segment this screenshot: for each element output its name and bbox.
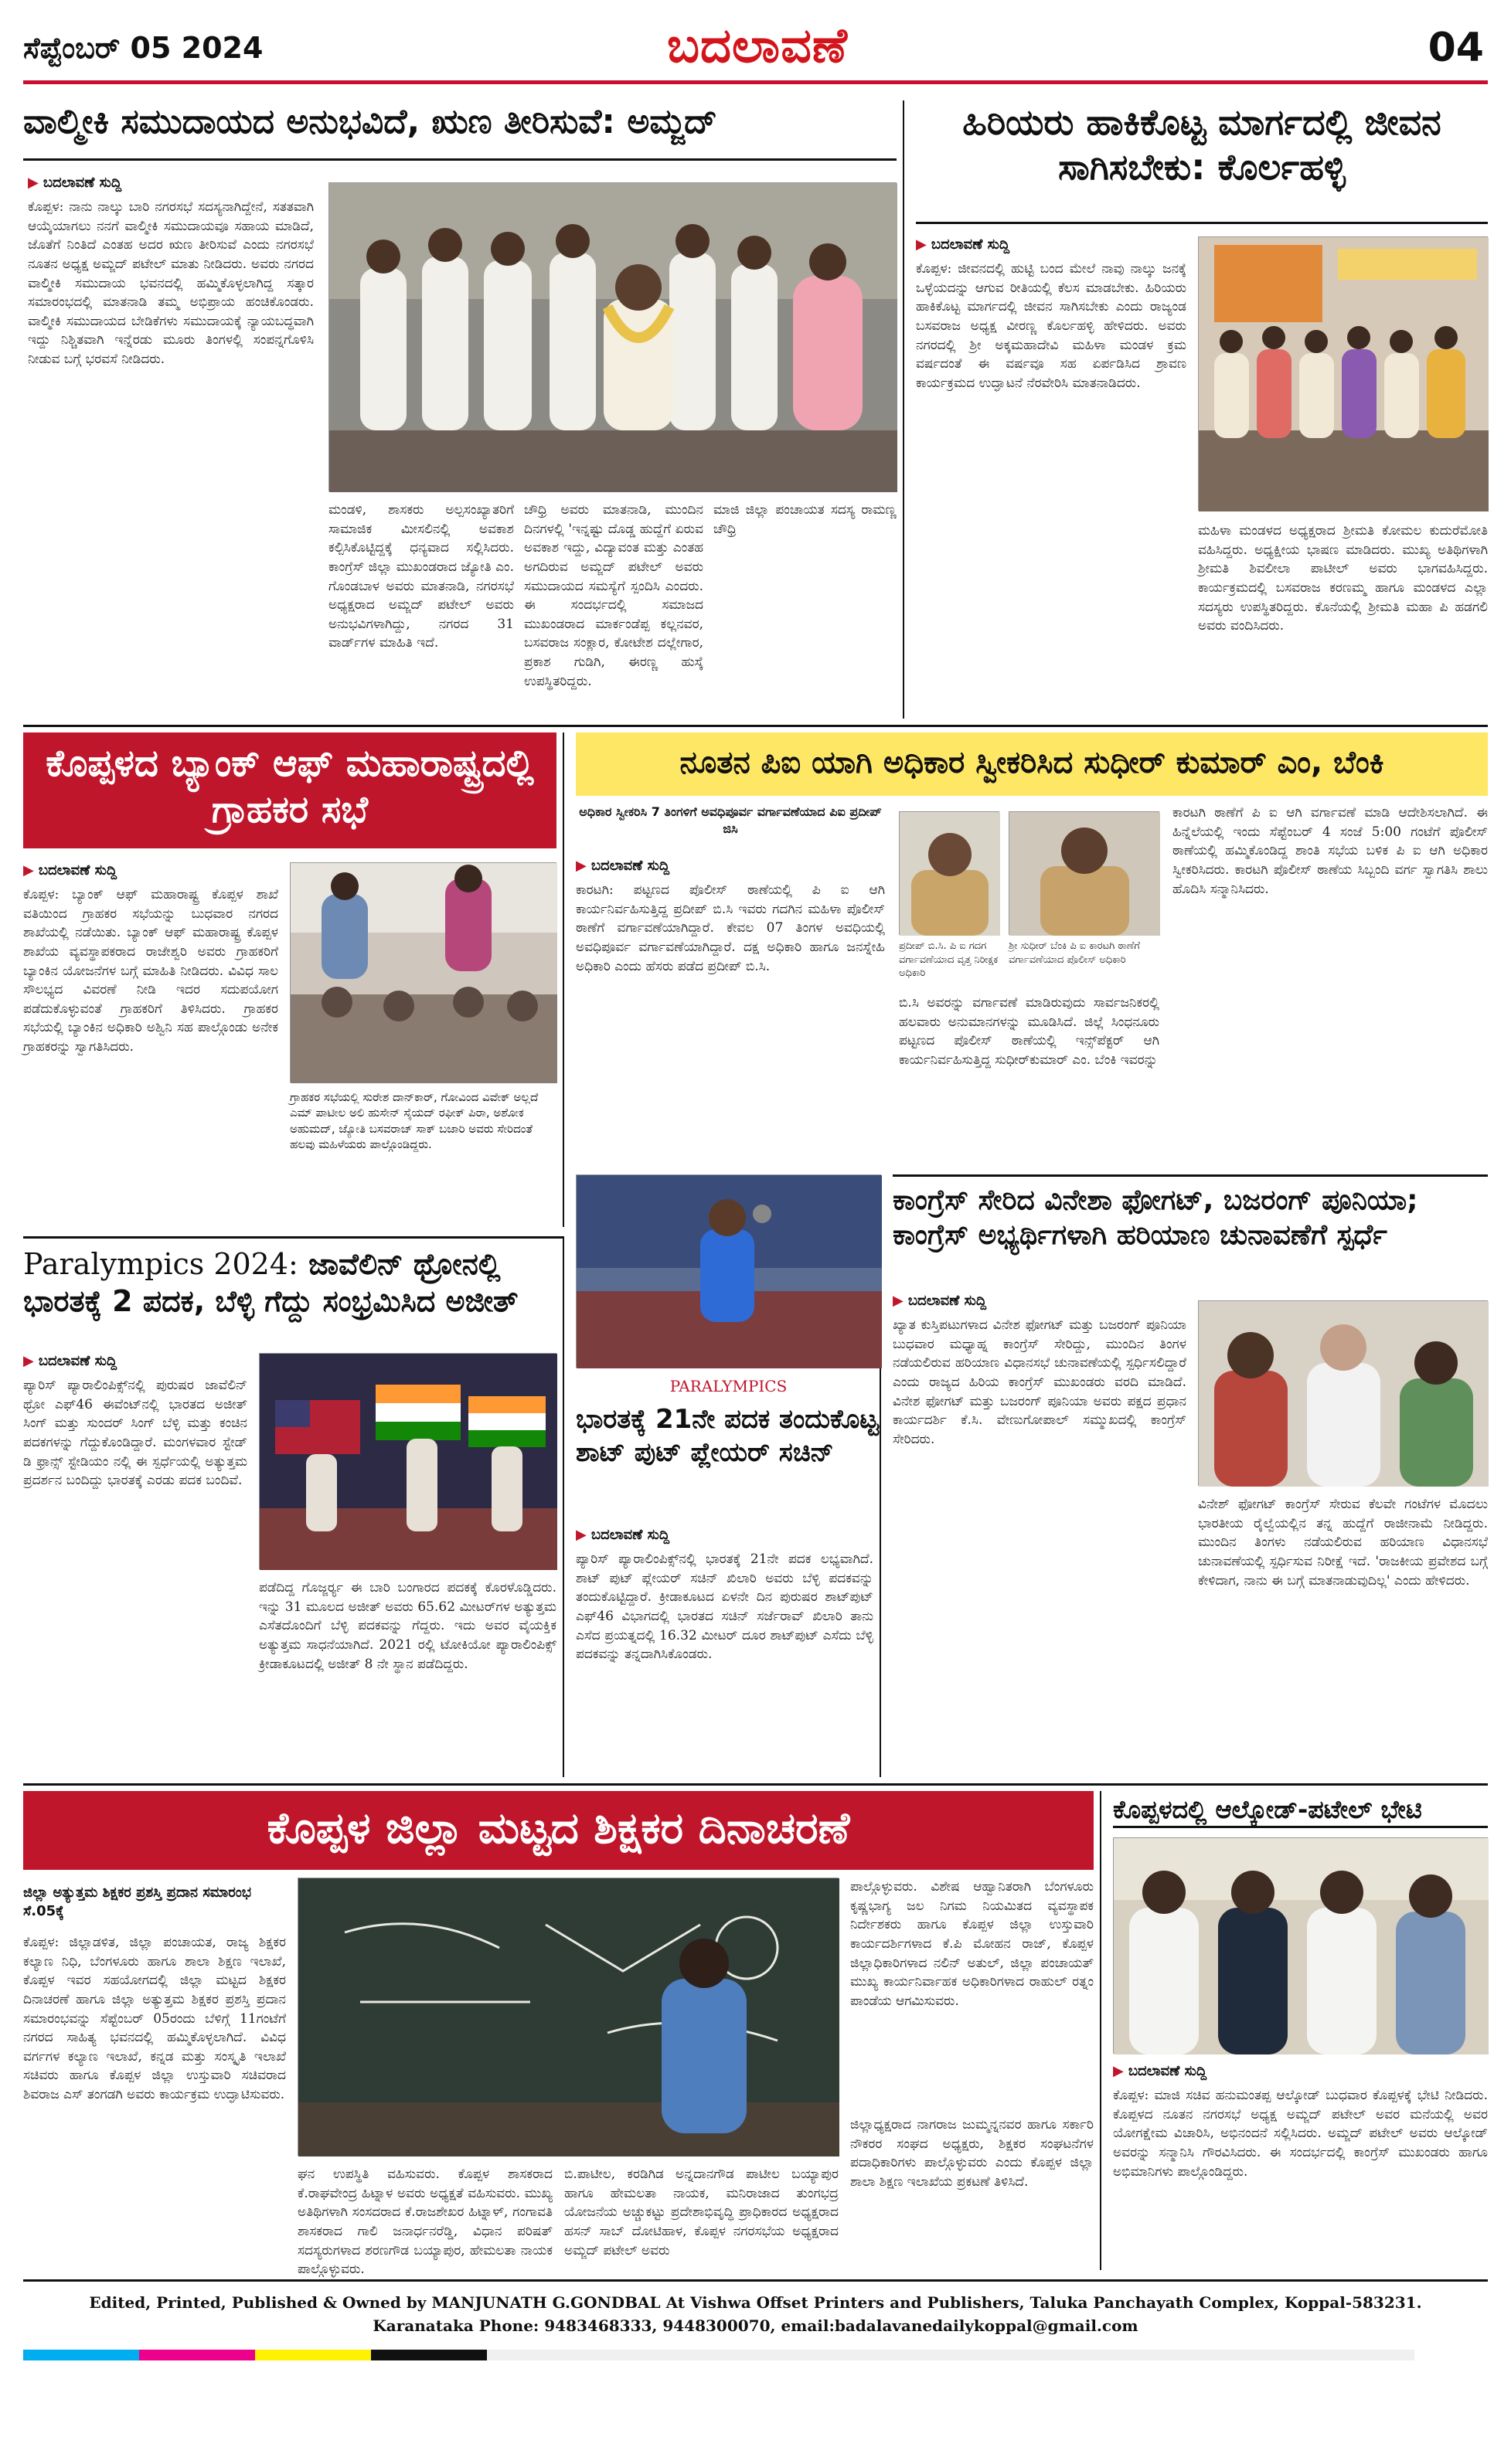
alkod-headline: ಕೊಪ್ಪಳದಲ್ಲಿ ಆಲ್ಕೋಡ್-ಪಟೇಲ್ ಭೇಟಿ — [1113, 1794, 1488, 1828]
felicitation-photo-illustration — [329, 183, 897, 492]
pi-photo-sudhir — [1009, 811, 1159, 935]
officer-portrait-illustration — [1009, 812, 1160, 936]
teachers-photo — [298, 1878, 839, 2156]
teachers-col1: ಕೊಪ್ಪಳ: ಜಿಲ್ಲಾಡಳಿತ, ಜಿಲ್ಲಾ ಪಂಚಾಯತ, ರಾಜ್ಯ ಶಿಕ್ಷಕರ ಕಲ್ಯಾಣ ನಿಧಿ, ಬೆಂಗಳೂರು ಹಾಗೂ ಶಾಲಾ ಶಿಕ್ಷಣ ಇಲಾಖೆ, ಕೊಪ್ಪಳ ಇವರ ಸಹಯೋಗದಲ್ಲಿ ಜಿಲ್ಲಾ ಮಟ್ಟದ ಶಿಕ್ಷಕರ ದಿನಾಚರಣೆ ಹಾಗೂ ಜಿಲ್ಲಾ ಅತ್ಯುತ್ತಮ ಶಿಕ್ಷಕರ ಪ್ರಶಸ್ತಿ ಪ್ರದಾನ ಸಮಾರಂಭವನ್ನು ಸೆಪ್ಟೆಂಬರ್ 05ರಂದು ಬೆಳಿಗ್ಗೆ 11ಗಂಟೆಗೆ ನಗರದ ಸಾಹಿತ್ಯ ಭವನದಲ್ಲಿ ಹಮ್ಮಿಕೊಳ್ಳಲಾಗಿದೆ. ವಿವಿಧ ವರ್ಗಗಳ ಕಲ್ಯಾಣ ಇಲಾಖೆ, ಕನ್ನಡ ಮತ್ತು ಸಂಸ್ಕೃತಿ ಇಲಾಖೆ ಸಚಿವರು ಹಾಗೂ ಕೊಪ್ಪಳ ಜಿಲ್ಲಾ ಉಸ್ತುವಾರಿ ಸಚಿವರಾದ ಶಿವರಾಜ ಎಸ್ ತಂಗಡಗಿ ಅವರು ಕಾರ್ಯಕ್ರಮ ಉದ್ಘಾಟಿಸುವರು. — [23, 1935, 286, 2103]
congress-photo — [1198, 1300, 1488, 1486]
valmiki-col4: ಮಾಜಿ ಜಿಲ್ಲಾ ಪಂಚಾಯತ ಸದಸ್ಯ ರಾಮಣ್ಣ ಚೌಧ್ರಿ — [713, 502, 897, 537]
story-sachin — [576, 1174, 881, 1777]
teacher-at-blackboard-photo-illustration — [298, 1878, 839, 2156]
bank-meeting-photo-illustration — [291, 863, 557, 1083]
story-teachers — [23, 1791, 1101, 2278]
sachin-tag: PARALYMPICS — [669, 1377, 788, 1395]
alkod-body: ಕೊಪ್ಪಳ: ಮಾಜಿ ಸಚಿವ ಹನುಮಂತಪ್ಪ ಆಲ್ಕೋಡ್ ಬುಧವಾರ ಕೊಪ್ಪಳಕ್ಕೆ ಭೇಟಿ ನೀಡಿದರು. ಕೊಪ್ಪಳದ ನೂತನ ನಗರಸಭೆ ಅಧ್ಯಕ್ಷ ಅಮ್ಜದ್ ಪಟೇಲ್ ಅವರ ಮನೆಯಲ್ಲಿ ಅವರ ಯೋಗಕ್ಷೇಮ ವಿಚಾರಿಸಿ, ಅಭಿನಂದನೆ ಸಲ್ಲಿಸಿದರು. ಅಮ್ಜದ್ ಪಟೇಲ್ ಅವರು ಆಲ್ಕೋಡ್ ಅವರನ್ನು ಸನ್ಮಾನಿಸಿ ಗೌರವಿಸಿದರು. ಈ ಸಂದರ್ಭದಲ್ಲಿ ಕಾಂಗ್ರೆಸ್ ಮುಖಂಡರು ಹಾಗೂ ಅಭಿಮಾನಿಗಳು ಪಾಲ್ಗೊಂಡಿದ್ದರು. — [1113, 2088, 1488, 2180]
story-pi — [576, 804, 1488, 1167]
bank-headline-box — [23, 732, 556, 848]
paralympics-headline-wrap — [23, 1246, 556, 1339]
wrestlers-with-leader-photo-illustration — [1199, 1301, 1489, 1487]
story-valmiki — [23, 100, 904, 719]
pi-col1: ಕಾರಟಗಿ: ಪಟ್ಟಣದ ಪೊಲೀಸ್ ಠಾಣೆಯಲ್ಲಿ ಪಿ ಐ ಆಗಿ ಕಾರ್ಯನಿರ್ವಹಿಸುತ್ತಿದ್ದ ಪ್ರದೀಪ್ ಬಿ.ಸಿ ಇವರು ಗದಗಿನ ಮಹಿಳಾ ಪೊಲೀಸ್ ಠಾಣೆಗೆ ವರ್ಗಾವಣೆಯಾಗಿದ್ದಾರೆ. ಕೇವಲ 07 ತಿಂಗಳ ಅವಧಿಯಲ್ಲಿ ಅವಧಿಪೂರ್ವ ವರ್ಗಾವಣೆಯಾಗಿದ್ದಾರೆ. ದಕ್ಷ ಅಧಿಕಾರಿ ಹಾಗೂ ಜನಸ್ನೇಹಿ ಅಧಿಕಾರಿ ಎಂದು ಹೆಸರು ಪಡೆದ ಪ್ರದೀಪ್ ಬಿ.ಸಿ. — [576, 882, 885, 974]
valmiki-headline: ವಾಲ್ಮೀಕಿ ಸಮುದಾಯದ ಅನುಭವಿದೆ, ಋಣ ತೀರಿಸುವೆ: ಅಮ್ಜದ್ — [23, 100, 897, 161]
kolhalli-col2: ಮಹಿಳಾ ಮಂಡಳದ ಅಧ್ಯಕ್ಷರಾದ ಶ್ರೀಮತಿ ಕೋಮಲ ಕುದುರೆಮೋತಿ ವಹಿಸಿದ್ದರು. ಅಧ್ಯಕ್ಷೀಯ ಭಾಷಣ ಮಾಡಿದರು. ಮುಖ್ಯ ಅತಿಥಿಗಳಾಗಿ ಶ್ರೀಮತಿ ಶಿವಲೀಲಾ ಪಾಟೀಲ್ ಅವರು ಭಾಗವಹಿಸಿದ್ದರು. ಕಾರ್ಯಕ್ರಮದಲ್ಲಿ ಬಸವರಾಜ ಕರಣಮ್ಮ ಹಾಗೂ ಮಂಡಳದ ಎಲ್ಲಾ ಸದಸ್ಯರು ಉಪಸ್ಥಿತರಿದ್ದರು. ಕೊನೆಯಲ್ಲಿ ಶ್ರೀಮತಿ ಮಹಾ ಪಿ ಹಡಗಲಿ ಅವರು ವಂದಿಸಿದರು. — [1198, 523, 1488, 634]
story-congress — [893, 1174, 1488, 1777]
valmiki-col1: ಕೊಪ್ಪಳ: ನಾನು ನಾಲ್ಕು ಬಾರಿ ನಗರಸಭೆ ಸದಸ್ಯನಾಗಿದ್ದೇನೆ, ಸತತವಾಗಿ ಆಯ್ಕೆಯಾಗಲು ನನಗೆ ವಾಲ್ಮೀಕಿ ಸಮುದಾಯವೂ ಸಹಾಯ ಮಾಡಿದೆ, ಜೊತೆಗೆ ನಿಂತಿದೆ ಎಂತಹ ಅದರ ಋಣ ತೀರಿಸುವೆ ಎಂದು ನಗರಸಭೆ ನೂತನ ಅಧ್ಯಕ್ಷ ಅಮ್ಜದ್ ಪಟೇಲ್ ಮಾತು ನೀಡಿದರು. ಅವರು ನಗರದ ವಾಲ್ಮೀಕಿ ಸಮುದಾಯ ಭವನದಲ್ಲಿ ಹಮ್ಮಿಕೊಳ್ಳಲಾಗಿದ್ದ ಸತ್ಕಾರ ಸಮಾರಂಭದಲ್ಲಿ ಮಾತನಾಡಿ ತಮ್ಮ ಅಭಿಪ್ರಾಯ ಹಂಚಿಕೊಂಡರು. ವಾಲ್ಮೀಕಿ ಸಮುದಾಯದ ಬೇಡಿಕೆಗಳು ಸಮುದಾಯಕ್ಕೆ ನ್ಯಾಯಬದ್ಧವಾಗಿ ಇದ್ದು ನಿಶ್ಚಿತವಾಗಿ ಇನ್ನೆರಡು ಮೂರು ತಿಂಗಳಲ್ಲಿ ಸಂಪನ್ನಗೊಳಿಸಿ ನೀಡುವ ಬಗ್ಗೆ ಭರವಸೆ ನೀಡಿದರು. — [28, 199, 314, 368]
paralympics-headline-en: Paralympics 2024: — [23, 1247, 298, 1281]
teachers-colx: ಘನ ಉಪಸ್ಥಿತಿ ವಹಿಸುವರು. ಕೊಪ್ಪಳ ಶಾಸಕರಾದ ಕೆ.ರಾಘವೇಂದ್ರ ಹಿಟ್ನಾಳ ಅವರು ಅಧ್ಯಕ್ಷತೆ ವಹಿಸುವರು. ಮುಖ್ಯ ಅತಿಥಿಗಳಾಗಿ ಸಂಸದರಾದ ಕೆ.ರಾಜಶೇಖರ ಹಿಟ್ನಾಳ್, ಗಂಗಾವತಿ ಶಾಸಕರಾದ ಗಾಲಿ ಜನಾರ್ಧನರೆಡ್ಡಿ, ವಿಧಾನ ಪರಿಷತ್ ಸದಸ್ಯರುಗಳಾದ ಶರಣಗೌಡ ಬಯ್ಯಾಪುರ, ಹೇಮಲತಾ ನಾಯಕ ಪಾಲ್ಗೊಳ್ಳುವರು. — [298, 2167, 553, 2278]
bank-photo — [290, 862, 556, 1082]
congress-byline: ▶ ಬದಲಾವಣೆ ಸುದ್ದಿ — [893, 1293, 987, 1309]
pi-byline: ▶ ಬದಲಾವಣೆ ಸುದ್ದಿ — [576, 858, 670, 874]
kolhalli-col1: ಕೊಪ್ಪಳ: ಜೀವನದಲ್ಲಿ ಹುಟ್ಟಿ ಬಂದ ಮೇಲೆ ನಾವು ನಾಲ್ಕು ಜನಕ್ಕೆ ಒಳ್ಳೆಯದನ್ನು ಆಗುವ ರೀತಿಯಲ್ಲಿ ಕೆಲಸ ಮಾಡಬೇಕು. ಹಿರಿಯರು ಹಾಕಿಕೊಟ್ಟ ಮಾರ್ಗದಲ್ಲಿ ಜೀವನ ಸಾಗಿಸಬೇಕು ಎಂದು ರಾಜ್ಯಂಡ ಬಸವರಾಜ ಅಧ್ಯಕ್ಷ ವೀರಣ್ಣ ಕೊರ್ಲಹಳ್ಳಿ ಹೇಳಿದರು. ಅವರು ನಗರದಲ್ಲಿ ಶ್ರೀ ಅಕ್ಕಮಹಾದೇವಿ ಮಹಿಳಾ ಮಂಡಳ ಕ್ರಮ ವರ್ಷದಂತೆ ಈ ವರ್ಷವೂ ಸಹ ಏರ್ಪಡಿಸಿದ ಶ್ರಾವಣ ಕಾರ್ಯಕ್ರಮದ ಉದ್ಘಾಟನೆ ನೆರವೇರಿಸಿ ಮಾತನಾಡಿದರು. — [916, 261, 1186, 391]
kolhalli-headline: ಹಿರಿಯರು ಹಾಕಿಕೊಟ್ಟ ಮಾರ್ಗದಲ್ಲಿ ಜೀವನ ಸಾಗಿಸಬೇಕು: ಕೊರ್ಲಹಳ್ಳಿ — [916, 100, 1488, 224]
paralympics-byline: ▶ ಬದಲಾವಣೆ ಸುದ್ದಿ — [23, 1353, 117, 1369]
story-paralympics — [23, 1236, 564, 1777]
paralympics-col1: ಪ್ಯಾರಿಸ್ ಪ್ಯಾರಾಲಿಂಪಿಕ್ಸ್‌ನಲ್ಲಿ ಪುರುಷರ ಜಾವೆಲಿನ್ ಥ್ರೋ ಎಫ್46 ಈವೆಂಟ್‌ನಲ್ಲಿ ಭಾರತದ ಅಜೀತ್ ಸಿಂಗ್ ಮತ್ತು ಸುಂದರ್ ಸಿಂಗ್ ಬೆಳ್ಳಿ ಮತ್ತು ಕಂಚಿನ ಪದಕಗಳನ್ನು ಗೆದ್ದುಕೊಂಡಿದ್ದಾರೆ. ಮಂಗಳವಾರ ಸ್ಟೇಡ್ ಡಿ ಫ್ರಾನ್ಸ್ ಸ್ಟೇಡಿಯಂ ನಲ್ಲಿ ಈ ಸ್ಪರ್ಧೆಯಲ್ಲಿ ಅತ್ಯುತ್ತಮ ಪ್ರದರ್ಶನ ಬಂದಿದ್ದು ಭಾರತಕ್ಕೆ ಎರಡು ಪದಕ ಬಂದಿವೆ. — [23, 1378, 247, 1489]
masthead-title: ಬದಲಾವಣೆ — [666, 17, 849, 73]
registration-color-bar — [23, 2349, 1488, 2360]
section-rule-2 — [23, 1783, 1488, 1786]
valmiki-byline: ▶ ಬದಲಾವಣೆ ಸುದ್ದಿ — [28, 175, 122, 191]
congress-col2: ವಿನೇಶ್ ಫೋಗಟ್ ಕಾಂಗ್ರೆಸ್ ಸೇರುವ ಕೆಲವೇ ಗಂಟೆಗಳ ಮೊದಲು ಭಾರತೀಯ ರೈಲ್ವೆಯಲ್ಲಿನ ತನ್ನ ಹುದ್ದೆಗೆ ರಾಜೀನಾಮೆ ನೀಡಿದ್ದರು. ಮುಂದಿನ ತಿಂಗಳು ನಡೆಯಲಿರುವ ಹರಿಯಾಣ ವಿಧಾನಸಭೆ ಚುನಾವಣೆಯಲ್ಲಿ ಸ್ಪರ್ಧಿಸುವ ನಿರೀಕ್ಷೆ ಇದೆ. 'ರಾಜಕೀಯ ಪ್ರವೇಶದ ಬಗ್ಗೆ ಕೇಳಿದಾಗ, ನಾನು ಈ ಬಗ್ಗೆ ಮಾತನಾಡುವುದಿಲ್ಲ' ಎಂದು ಹೇಳಿದರು. — [1198, 1497, 1488, 1589]
pi-headline: ನೂತನ ಪಿಐ ಯಾಗಿ ಅಧಿಕಾರ ಸ್ವೀಕರಿಸಿದ ಸುಧೀರ್ ಕುಮಾರ್ ಎಂ, ಬೆಂಕಿ — [679, 745, 1384, 780]
leaders-meeting-photo-illustration — [1114, 1838, 1489, 2054]
paralympics-headline: ಜಾವೆಲಿನ್ ಥ್ರೋನಲ್ಲಿ ಭಾರತಕ್ಕೆ 2 ಪದಕ, ಬೆಳ್ಳಿ ಗೆದ್ದು ಸಂಭ್ರಮಿಸಿದ ಅಜೀತ್ — [23, 1247, 519, 1318]
sachin-headline: ಭಾರತಕ್ಕೆ 21ನೇ ಪದಕ ತಂದುಕೊಟ್ಟ ಶಾಟ್ ಪುಟ್ ಪ್ಲೇಯರ್ ಸಚಿನ್ — [576, 1404, 879, 1468]
kolhalli-photo — [1198, 236, 1488, 511]
officer-portrait-illustration — [900, 812, 1000, 936]
teachers-col2: ಪಾಲ್ಗೊಳ್ಳುವರು. ವಿಶೇಷ ಆಹ್ವಾನಿತರಾಗಿ ಬೆಂಗಳೂರು ಕೃಷ್ಣಭಾಗ್ಯ ಜಲ ನಿಗಮ ನಿಯಮಿತದ ವ್ಯವಸ್ಥಾಪಕ ನಿರ್ದೇಶಕರು ಹಾಗೂ ಕೊಪ್ಪಳ ಜಿಲ್ಲಾ ಉಸ್ತುವಾರಿ ಕಾರ್ಯದರ್ಶಿಗಳಾದ ಕೆ.ಪಿ ಮೋಹನ ರಾಜ್, ಕೊಪ್ಪಳ ಜಿಲ್ಲಾಧಿಕಾರಿಗಳಾದ ನಲಿನ್ ಅತುಲ್, ಜಿಲ್ಲಾ ಪಂಚಾಯತ್ ಮುಖ್ಯ ಕಾರ್ಯನಿರ್ವಾಹಕ ಅಧಿಕಾರಿಗಳಾದ ರಾಹುಲ್ ರತ್ನಂ ಪಾಂಡೆಯ ಆಗಮಿಸುವರು. — [850, 1879, 1094, 2009]
alkod-photo — [1113, 1837, 1488, 2054]
bank-body: ಕೊಪ್ಪಳ: ಬ್ಯಾಂಕ್ ಆಫ್ ಮಹಾರಾಷ್ಟ್ರ ಕೊಪ್ಪಳ ಶಾಖೆ ವತಿಯಿಂದ ಗ್ರಾಹಕರ ಸಭೆಯನ್ನು ಬುಧವಾರ ನಗರದ ಶಾಖೆಯಲ್ಲಿ ನಡೆಯಿತು. ಬ್ಯಾಂಕ್ ಆಫ್ ಮಹಾರಾಷ್ಟ್ರ ಕೊಪ್ಪಳ ಶಾಖೆಯ ವ್ಯವಸ್ಥಾಪಕರಾದ ರಾಜೇಶ್ವರಿ ಅವರು ಗ್ರಾಹಕರಿಗೆ ಬ್ಯಾಂಕಿನ ಯೋಜನೆಗಳ ಬಗ್ಗೆ ಮಾಹಿತಿ ನೀಡಿದರು. ವಿವಿಧ ಸಾಲ ಸೌಲಭ್ಯದ ವಿವರಣೆ ನೀಡಿ ಇದರ ಸದುಪಯೋಗ ಪಡೆದುಕೊಳ್ಳುವಂತೆ ಗ್ರಾಹಕರಿಗೆ ತಿಳಿಸಿದರು. ಗ್ರಾಹಕರ ಸಭೆಯಲ್ಲಿ ಬ್ಯಾಂಕಿನ ಅಧಿಕಾರಿ ಅಶ್ವಿನಿ ಸಹ ಪಾಲ್ಗೊಂಡು ಅನೇಕ ಗ್ರಾಹಕರನ್ನು ಸ್ವಾಗತಿಸಿದರು. — [23, 887, 278, 1055]
pi-headline-box — [576, 732, 1488, 796]
pi-photo2-caption: ಶ್ರೀ ಸುಧೀರ್ ಬೆಂಕಿ ಪಿ ಐ ಕಾರಟಗಿ ಠಾಣೆಗೆ ವರ್ಗಾವಣೆಯಾದ ಪೊಲೀಸ್ ಅಧಿಕಾರಿ — [1009, 940, 1140, 966]
sachin-body: ಪ್ಯಾರಿಸ್ ಪ್ಯಾರಾಲಿಂಪಿಕ್ಸ್‌ನಲ್ಲಿ ಭಾರತಕ್ಕೆ 21ನೇ ಪದಕ ಲಭ್ಯವಾಗಿದೆ. ಶಾಟ್ ಪುಟ್ ಪ್ಲೇಯರ್ ಸಚಿನ್ ಖಿಲಾರಿ ಅವರು ಬೆಳ್ಳಿ ಪದಕವನ್ನು ತಂದುಕೊಟ್ಟಿದ್ದಾರೆ. ಕ್ರೀಡಾಕೂಟದ ಏಳನೇ ದಿನ ಪುರುಷರ ಶಾಟ್‌ಪುಟ್ ಎಫ್46 ವಿಭಾಗದಲ್ಲಿ ಭಾರತದ ಸಚಿನ್ ಸರ್ಜೆರಾವ್ ಖಿಲಾರಿ ತಾನು ಎಸೆದ ಪ್ರಯತ್ನದಲ್ಲಿ 16.32 ಮೀಟರ್ ದೂರ ಶಾಟ್‌ಪುಟ್ ಎಸೆದು ಬೆಳ್ಳಿ ಪದಕವನ್ನು ತನ್ನದಾಗಿಸಿಕೊಂಡರು. — [576, 1551, 873, 1663]
pi-subhead: ಅಧಿಕಾರ ಸ್ವೀಕರಿಸಿ 7 ತಿಂಗಳಿಗೆ ಅವಧಿಪೂರ್ವ ವರ್ಗಾವಣೆಯಾದ ಪಿಐ ಪ್ರದೀಪ್ ಜಿಸಿ — [579, 804, 882, 836]
shot-put-athlete-photo-illustration — [577, 1175, 882, 1368]
kolhalli-byline: ▶ ಬದಲಾವಣೆ ಸುದ್ದಿ — [916, 236, 1010, 253]
sachin-photo — [576, 1174, 881, 1368]
story-kolhalli — [916, 100, 1488, 719]
story-bank — [23, 732, 564, 1227]
footer-rule — [23, 2279, 1488, 2282]
sachin-byline: ▶ ಬದಲಾವಣೆ ಸುದ್ದಿ — [576, 1527, 670, 1543]
teachers-subhead: ಜಿಲ್ಲಾ ಅತ್ಯುತ್ತಮ ಶಿಕ್ಷಕರ ಪ್ರಶಸ್ತಿ ಪ್ರದಾನ ಸಮಾರಂಭ ಸೆ.05ಕ್ಕೆ — [23, 1885, 252, 1920]
teachers-headline-box — [23, 1791, 1094, 1870]
bank-byline: ▶ ಬದಲಾವಣೆ ಸುದ್ದಿ — [23, 862, 117, 879]
pi-photo-pradeep — [899, 811, 999, 935]
pi-col3: ಕಾರಟಗಿ ಠಾಣೆಗೆ ಪಿ ಐ ಆಗಿ ವರ್ಗಾವಣೆ ಮಾಡಿ ಆದೇಶಿಸಲಾಗಿದೆ. ಈ ಹಿನ್ನೆಲೆಯಲ್ಲಿ ಇಂದು ಸೆಪ್ಟೆಂಬರ್ 4 ಸಂಜೆ 5:00 ಗಂಟೆಗೆ ಪೊಲೀಸ್ ಠಾಣೆಯಲ್ಲಿ ಹಮ್ಮಿಕೊಂಡಿದ್ದ ಶಾಂತಿ ಸಭೆಯ ಬಳಿಕ ಪಿ ಐ ಆಗಿ ಅಧಿಕಾರ ಸ್ವೀಕರಿಸಿದರು. ಕಾರಟಗಿ ಪೊಲೀಸ್ ಠಾಣೆಯ ಸಿಬ್ಬಂದಿ ವರ್ಗ ಸ್ವಾಗತಿಸಿ ಶಾಲು ಹೊದಿಸಿ ಸನ್ಮಾನಿಸಿದರು. — [1172, 805, 1488, 897]
header-rule — [23, 80, 1488, 84]
footer-imprint-line2: Karanataka Phone: 9483468333, 9448300070, email:badalavanedailykoppal@gmail.com — [373, 2316, 1138, 2335]
valmiki-col2: ಮಂಡಳಿ, ಶಾಸಕರು ಅಲ್ಪಸಂಖ್ಯಾತರಿಗೆ ಸಾಮಾಜಿಕ ಮೀಸಲಿನಲ್ಲಿ ಅವಕಾಶ ಕಲ್ಪಿಸಿಕೊಟ್ಟಿದ್ದಕ್ಕೆ ಧನ್ಯವಾದ ಸಲ್ಲಿಸಿದರು. ಕಾಂಗ್ರೆಸ್ ಜಿಲ್ಲಾ ಮುಖಂಡರಾದ ಜ್ಯೋತಿ ಎಂ. ಗೊಂಡಬಾಳ ಅವರು ಮಾತನಾಡಿ, ನಗರಸಭೆ ಅಧ್ಯಕ್ಷರಾದ ಅಮ್ಜದ್ ಪಟೇಲ್ ಅವರು ಅನುಭವಿಗಳಾಗಿದ್ದು, ನಗರದ 31 ವಾರ್ಡ್‌ಗಳ ಮಾಹಿತಿ ಇದೆ. — [328, 502, 514, 651]
page-number: 04 — [1428, 25, 1484, 71]
pi-photo1-caption: ಪ್ರದೀಪ್ ಬಿ.ಸಿ. ಪಿ ಐ ಗದಗ ವರ್ಗಾವಣೆಯಾದ ವೃತ್ತ ನಿರೀಕ್ಷಕ ಅಧಿಕಾರಿ — [899, 940, 999, 980]
athletes-with-flags-photo-illustration — [260, 1354, 557, 1570]
teachers-col3: ಬಿ.ಪಾಟೀಲ, ಕರಡಿಗಿಡ ಅನ್ನದಾನಗೌಡ ಪಾಟೀಲ ಬಯ್ಯಾಪುರ ಹಾಗೂ ಹೇಮಲತಾ ನಾಯಕ, ಮನಿರಾಜಾದ ತುಂಗಭದ್ರ ಯೋಜನೆಯ ಅಚ್ಚುಕಟ್ಟು ಪ್ರದೇಶಾಭಿವೃದ್ಧಿ ಪ್ರಾಧಿಕಾರದ ಅಧ್ಯಕ್ಷರಾದ ಹಸನ್ ಸಾಬ್ ದೋಟಿಹಾಳ, ಕೊಪ್ಪಳ ನಗರಸಭೆಯ ಅಧ್ಯಕ್ಷರಾದ ಅಮ್ಜದ್ ಪಟೇಲ್ ಅವರು — [564, 2167, 839, 2258]
valmiki-photo — [328, 182, 897, 491]
issue-date: ಸೆಪ್ಟೆಂಬರ್ 05 2024 — [23, 31, 264, 65]
congress-col1: ಖ್ಯಾತ ಕುಸ್ತಿಪಟುಗಳಾದ ವಿನೇಶ ಫೋಗಟ್ ಮತ್ತು ಬಜರಂಗ್ ಪೂನಿಯಾ ಬುಧವಾರ ಮಧ್ಯಾಹ್ನ ಕಾಂಗ್ರೆಸ್ ಸೇರಿದ್ದು, ಮುಂದಿನ ತಿಂಗಳ ನಡೆಯಲಿರುವ ಹರಿಯಾಣ ವಿಧಾನಸಭೆ ಚುನಾವಣೆಯಲ್ಲಿ ಸ್ಪರ್ಧಿಸಲಿದ್ದಾರೆ ಎಂದು ರಾಜ್ಯದ ಹಿರಿಯ ಕಾಂಗ್ರೆಸ್ ಮುಖಂಡರು ವರದಿ ಮಾಡಿದೆ. ವಿನೇಶ ಫೋಗಟ್ ಮತ್ತು ಬಜರಂಗ್ ಪೂನಿಯಾ ಅವರು ಪಕ್ಷದ ಪ್ರಧಾನ ಕಾರ್ಯದರ್ಶಿ ಕೆ.ಸಿ. ವೇಣುಗೋಪಾಲ್ ಸಮ್ಮುಖದಲ್ಲಿ ಕಾಂಗ್ರೆಸ್ ಸೇರಿದರು. — [893, 1317, 1186, 1447]
women-group-photo-illustration — [1199, 237, 1489, 511]
valmiki-col3: ಚೌಧ್ರಿ ಅವರು ಮಾತನಾಡಿ, ಮುಂದಿನ ದಿನಗಳಲ್ಲಿ 'ಇನ್ನಷ್ಟು ದೊಡ್ಡ ಹುದ್ದೆಗೆ ಏರುವ ಅವಕಾಶ ಇದ್ದು, ವಿದ್ಯಾವಂತ ಮತ್ತು ಎಂತಹ ಅಗದಿರುವ ಅಮ್ಜದ್ ಪಟೇಲ್ ಅವರು ಸಮುದಾಯದ ಸಮಸ್ಯೆಗೆ ಸ್ಪಂದಿಸಿ ಎಂದರು. ಈ ಸಂದರ್ಭದಲ್ಲಿ ಸಮಾಜದ ಮುಖಂಡರಾದ ಮಾರ್ಕಂಡೆಪ್ಪ ಕಲ್ಲನವರ, ಬಸವರಾಜ ಸಂಕ್ಲಾರ, ಕೋಟೇಶ ದಲ್ಲೇಗಾರ, ಪ್ರಕಾಶ ಗುಡಿಗಿ, ಈರಣ್ಣ ಹುಸ್ಕೆ ಉಪಸ್ಥಿತರಿದ್ದರು. — [524, 502, 703, 689]
teachers-col4: ಜಿಲ್ಲಾಧ್ಯಕ್ಷರಾದ ನಾಗರಾಜ ಜುಮ್ಮನ್ನನವರ ಹಾಗೂ ಸರ್ಕಾರಿ ನೌಕರರ ಸಂಘದ ಅಧ್ಯಕ್ಷರು, ಶಿಕ್ಷಕರ ಸಂಘಟನೆಗಳ ಪದಾಧಿಕಾರಿಗಳು ಪಾಲ್ಗೊಳ್ಳುವರು ಎಂದು ಕೊಪ್ಪಳ ಜಿಲ್ಲಾ ಶಾಲಾ ಶಿಕ್ಷಣ ಇಲಾಖೆಯ ಪ್ರಕಟಣೆ ತಿಳಿಸಿದೆ. — [850, 2117, 1094, 2190]
alkod-byline: ▶ ಬದಲಾವಣೆ ಸುದ್ದಿ — [1113, 2063, 1207, 2079]
paralympics-photo — [259, 1353, 556, 1569]
footer-imprint-line1: Edited, Printed, Published & Owned by MANJUNATH G.GONDBAL At Vishwa Offset Printers and Publishers, Taluka Panchayath Complex, Koppal-583231. — [89, 2293, 1422, 2312]
congress-headline: ಕಾಂಗ್ರೆಸ್ ಸೇರಿದ ವಿನೇಶಾ ಫೋಗಟ್, ಬಜರಂಗ್ ಪೂನಿಯಾ; ಕಾಂಗ್ರೆಸ್ ಅಭ್ಯರ್ಥಿಗಳಾಗಿ ಹರಿಯಾಣ ಚುನಾವಣೆಗೆ ಸ್ಪರ್ಧೆ — [893, 1184, 1418, 1251]
paralympics-col2: ಪಡೆದಿದ್ದ ಗೊಜ್ಜರ್ರ್ಯ ಈ ಬಾರಿ ಬಂಗಾರದ ಪದಕಕ್ಕೆ ಕೊರಳೊಡ್ಡಿದರು. ಇನ್ನು 31 ಮೂಲದ ಅಜೀತ್ ಅವರು 65.62 ಮೀಟರ್‌ಗಳ ಅತ್ಯುತ್ತಮ ಎಸೆತದೊಂದಿಗೆ ಬೆಳ್ಳಿ ಪದಕವನ್ನು ಗೆದ್ದರು. ಇದು ಅವರ ವೈಯಕ್ತಿಕ ಅತ್ಯುತ್ತಮ ಸಾಧನೆಯಾಗಿದೆ. 2021 ರಲ್ಲಿ ಟೋಕಿಯೋ ಪ್ಯಾರಾಲಿಂಪಿಕ್ಸ್ ಕ್ರೀಡಾಕೂಟದಲ್ಲಿ ಅಜೀತ್ 8 ನೇ ಸ್ಥಾನ ಪಡೆದಿದ್ದರು. — [259, 1580, 556, 1672]
section-rule-1 — [23, 725, 1488, 727]
story-alkod — [1113, 1791, 1488, 2270]
bank-caption: ಗ್ರಾಹಕರ ಸಭೆಯಲ್ಲಿ ಸುರೇಶ ದಾನ್‌ಕಾರ್, ಗೋವಿಂದ ವಿವೇಕ್ ಅಲ್ಲದೆ ಎಮ್ ಪಾಟೀಲ ಅಲಿ ಹುಸೇನ್ ಸೈಯದ್ ರಫೀಕ್ ಪಿರಾ, ಅಶೋಕ ಅಹುಮದ್, ಜ್ಯೋತಿ ಬಸವರಾಜ್ ಸಾಕ್ ಬಜಾರಿ ಅವರು ಸೇರಿದಂತೆ ಹಲವು ಮಹಿಳೆಯರು ಪಾಲ್ಗೊಂಡಿದ್ದರು. — [290, 1090, 539, 1151]
pi-col2: ಬಿ.ಸಿ ಅವರನ್ನು ವರ್ಗಾವಣೆ ಮಾಡಿರುವುದು ಸಾರ್ವಜನಿಕರಲ್ಲಿ ಹಲವಾರು ಅನುಮಾನಗಳನ್ನು ಮೂಡಿಸಿದೆ. ಜಿಲ್ಲೆ ಸಿಂಧನೂರು ಪಟ್ಟಣದ ಪೊಲೀಸ್ ಠಾಣೆಯಲ್ಲಿ ಇನ್ಸ್‌ಪೆಕ್ಟರ್ ಆಗಿ ಕಾರ್ಯನಿರ್ವಹಿಸುತ್ತಿದ್ದ ಸುಧೀರ್‌ಕುಮಾರ್ ಎಂ. ಬೆಂಕಿ ಇವರನ್ನು — [899, 995, 1159, 1068]
bank-headline: ಕೊಪ್ಪಳದ ಬ್ಯಾಂಕ್ ಆಫ್ ಮಹಾರಾಷ್ಟ್ರದಲ್ಲಿ ಗ್ರಾಹಕರ ಸಭೆ — [46, 742, 534, 831]
teachers-headline: ಕೊಪ್ಪಳ ಜಿಲ್ಲಾ ಮಟ್ಟದ ಶಿಕ್ಷಕರ ದಿನಾಚರಣೆ — [267, 1803, 850, 1854]
